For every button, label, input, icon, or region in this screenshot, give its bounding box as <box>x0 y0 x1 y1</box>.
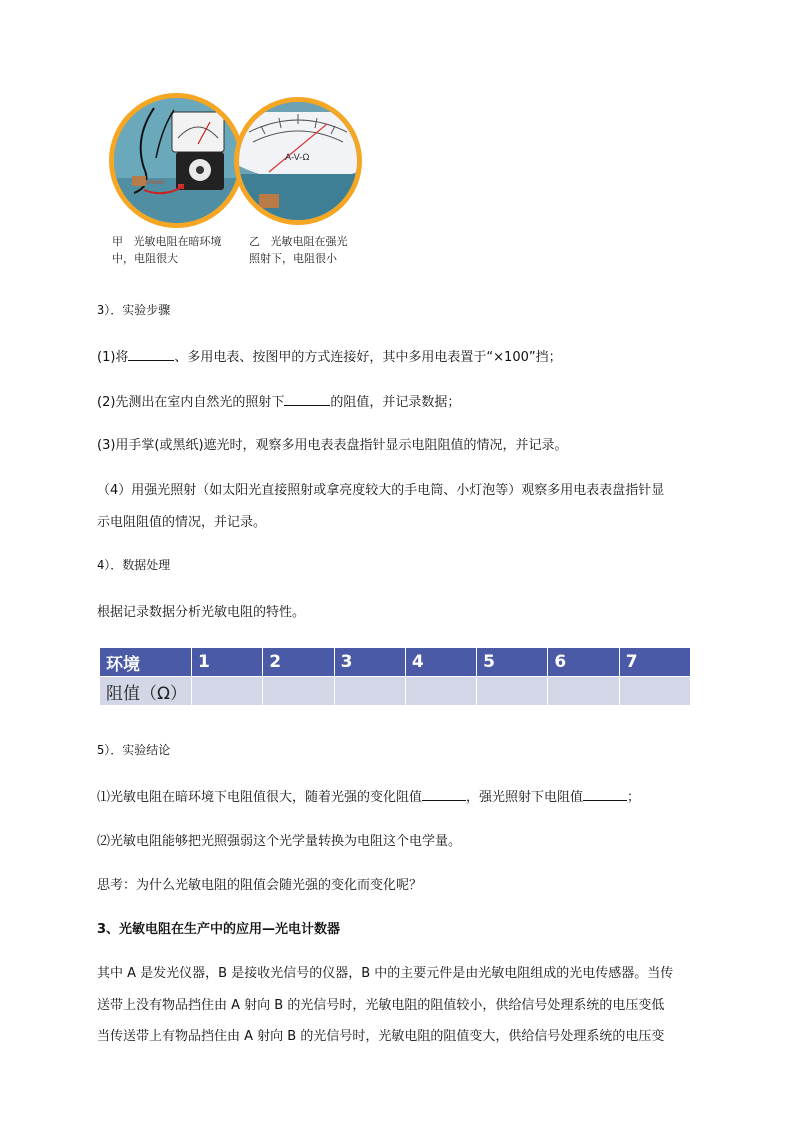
step-4-line-1: （4）用强光照射（如太阳光直接照射或拿亮度较大的手电筒、小灯泡等）观察多用电表表盘指针显 <box>97 483 665 498</box>
section-heading-data: 4）．数据处理 <box>97 558 171 572</box>
table-header-row <box>100 648 691 677</box>
table-row-label: 阻值（Ω） <box>100 677 192 706</box>
step-2-text-b: 的阻值，并记录数据； <box>330 395 461 410</box>
paragraph-line-3: 当传送带上有物品挡住由 A 射向 B 的光信号时，光敏电阻的阻值变大，供给信号处理系统的电压变 <box>97 1029 665 1044</box>
table-header-cell: 环境 <box>100 648 192 677</box>
multimeter-illustration <box>114 98 239 223</box>
table-cell <box>263 677 334 706</box>
conclusion-1-text-c: ； <box>627 790 641 805</box>
data-analysis-text: 根据记录数据分析光敏电阻的特性。 <box>97 605 306 620</box>
fill-blank <box>128 348 174 361</box>
figure-caption-left-1: 甲 光敏电阻在暗环境 <box>112 235 222 248</box>
step-1-text-b: 、多用电表、按图甲的方式连接好，其中多用电表置于“×100”挡； <box>174 350 562 365</box>
conclusion-1 <box>97 786 640 805</box>
meter-label: A-V-Ω <box>285 153 310 163</box>
table-cell <box>477 677 548 706</box>
figure-left-image <box>109 93 244 228</box>
meter-dial-illustration <box>239 102 357 220</box>
section-heading-application: 3、光敏电阻在生产中的应用—光电计数器 <box>97 922 341 937</box>
table-header-cell: 5 <box>477 648 548 677</box>
figure-caption-right-2: 照射下，电阻很小 <box>249 252 337 265</box>
table-header-cell: 6 <box>548 648 619 677</box>
fill-blank <box>284 393 330 406</box>
conclusion-1-text-b: ，强光照射下电阻值 <box>466 790 584 805</box>
think-question: 思考：为什么光敏电阻的阻值会随光强的变化而变化呢？ <box>97 878 423 893</box>
section-heading-steps: 3）．实验步骤 <box>97 303 171 317</box>
table-header-cell: 1 <box>192 648 263 677</box>
table-cell <box>619 677 690 706</box>
table-header-cell: 3 <box>334 648 405 677</box>
table-row <box>100 677 691 706</box>
step-2-text-a: (2)先测出在室内自然光的照射下 <box>97 395 285 410</box>
table-cell <box>192 677 263 706</box>
conclusion-2: ⑵光敏电阻能够把光照强弱这个光学量转换为电阻这个电学量。 <box>97 834 462 849</box>
section-heading-conclusion: 5）．实验结论 <box>97 743 171 757</box>
step-1-text-a: (1)将 <box>97 350 129 365</box>
figure-caption-right-1: 乙 光敏电阻在强光 <box>249 235 348 248</box>
figure-caption-left-2: 中，电阻很大 <box>112 252 178 265</box>
step-3: (3)用手掌(或黑纸)遮光时，观察多用电表表盘指针显示电阻阻值的情况，并记录。 <box>97 438 568 453</box>
table-cell <box>405 677 476 706</box>
data-table <box>99 647 691 706</box>
table-header-cell: 2 <box>263 648 334 677</box>
step-2 <box>97 391 460 410</box>
figure-right-image <box>234 97 362 225</box>
table-cell <box>548 677 619 706</box>
paragraph-line-2: 送带上没有物品挡住由 A 射向 B 的光信号时，光敏电阻的阻值较小，供给信号处理系统的电压变低 <box>97 998 665 1013</box>
table-header-cell: 7 <box>619 648 690 677</box>
paragraph-line-1: 其中 A 是发光仪器，B 是接收光信号的仪器，B 中的主要元件是由光敏电阻组成的光电传感器。当传 <box>97 966 674 981</box>
fill-blank <box>422 788 466 801</box>
table-header-cell: 4 <box>405 648 476 677</box>
step-4-line-2: 示电阻阻值的情况，并记录。 <box>97 515 267 530</box>
conclusion-1-text-a: ⑴光敏电阻在暗环境下电阻值很大，随着光强的变化阻值 <box>97 790 423 805</box>
fill-blank <box>583 788 627 801</box>
step-1 <box>97 346 562 365</box>
table-cell <box>334 677 405 706</box>
